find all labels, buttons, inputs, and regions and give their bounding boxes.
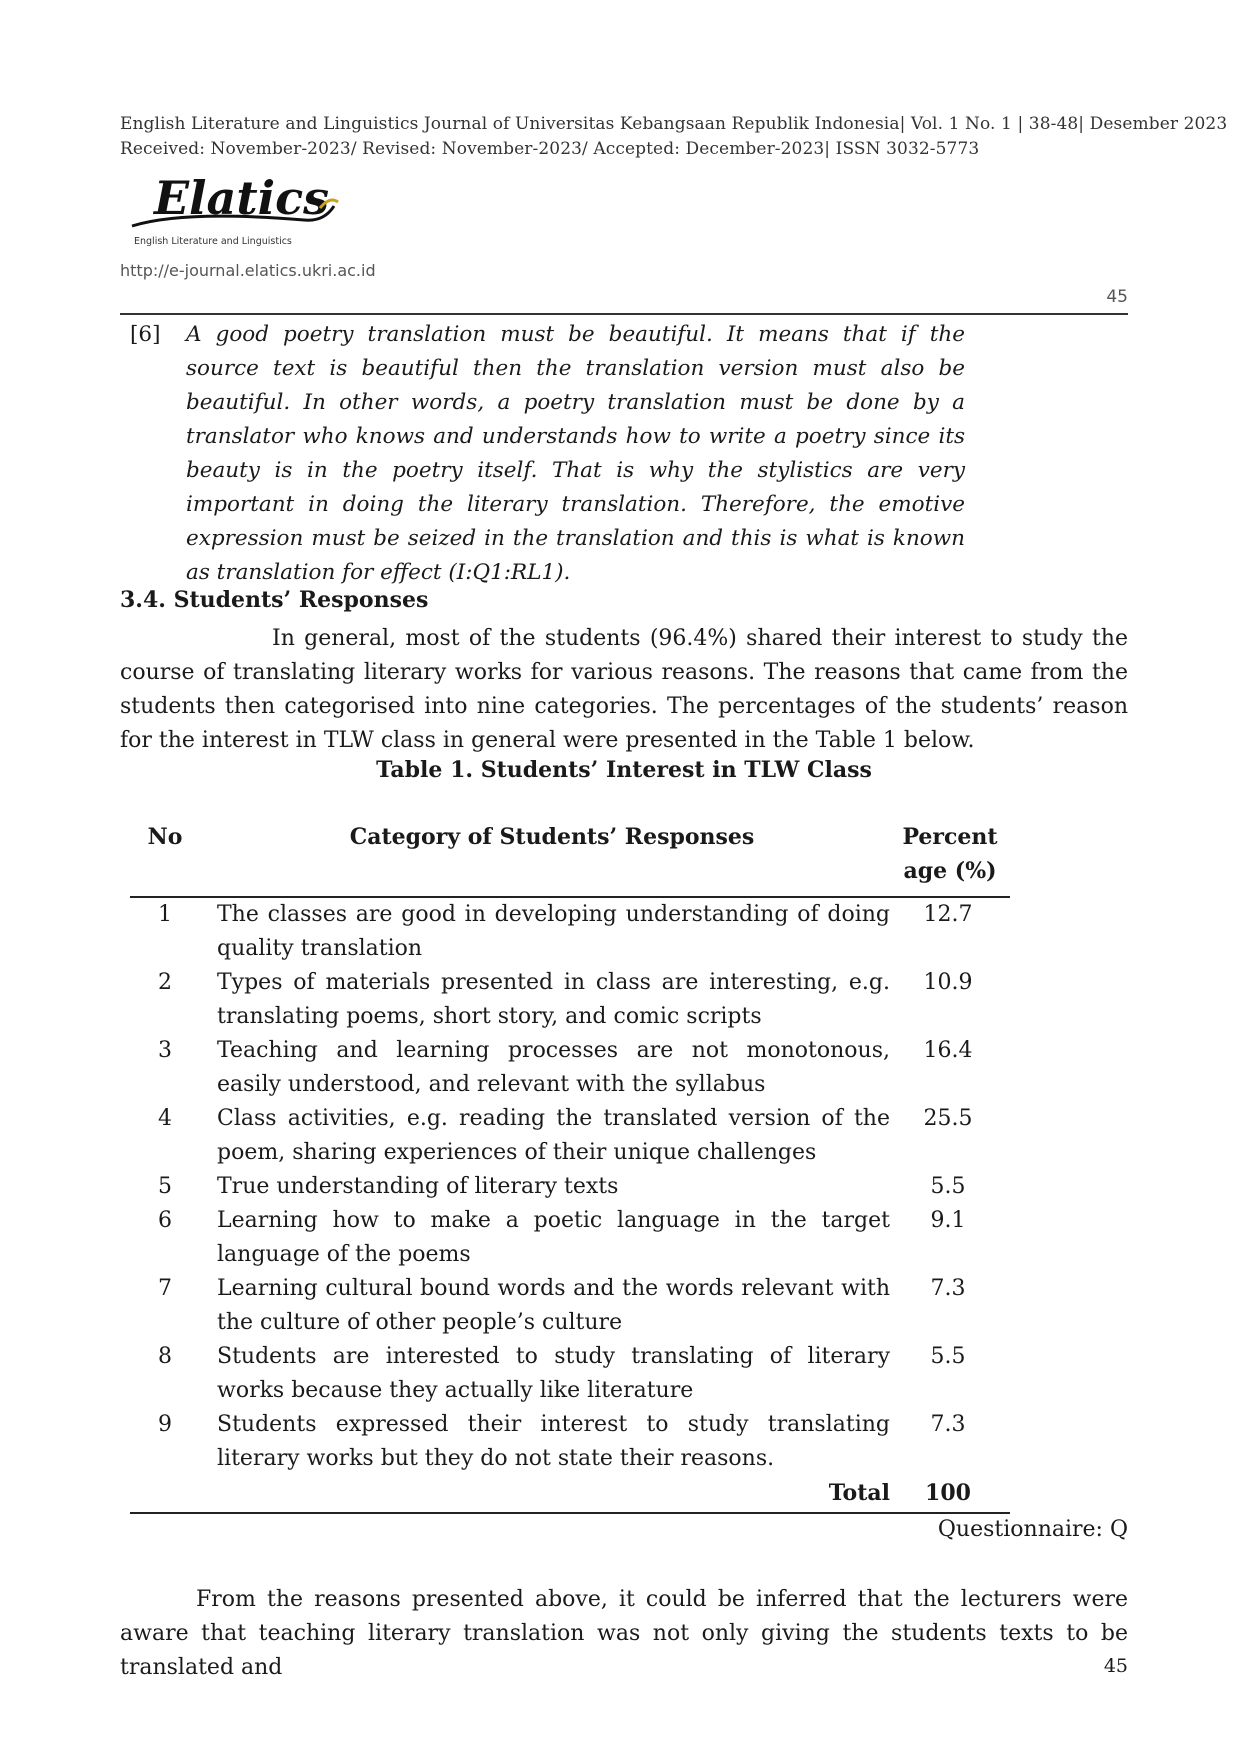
row-percent: 12.7 [923,902,973,927]
row-no: 3 [158,1038,172,1063]
total-label: Total [828,1480,890,1506]
logo-subtitle: English Literature and Linguistics [134,236,292,247]
row-category: Learning how to make a poetic language in the target language of the poems [217,1208,890,1267]
header-category: Category of Students’ Responses [349,824,755,850]
interest-table [130,820,1010,1514]
row-category: Teaching and learning processes are not monotonous, easily understood, and relevant with the syllabus [217,1038,890,1097]
row-no: 1 [158,902,172,927]
journal-logo [124,162,344,250]
table-row [130,966,1010,1034]
row-no: 8 [158,1344,172,1369]
closing-paragraph: From the reasons presented above, it could be inferred that the lecturers were aware that teaching literary translation was not only giving the students texts to be translated and [120,1587,1128,1680]
row-percent: 7.3 [930,1276,966,1301]
journal-url[interactable]: http://e-journal.elatics.ukri.ac.id [120,261,376,280]
table-source: Questionnaire: Q [937,1517,1128,1542]
table-row [130,1204,1010,1272]
row-category: True understanding of literary texts [217,1174,619,1199]
footer-page-number: 45 [1103,1655,1128,1677]
row-no: 7 [158,1276,172,1301]
header-no: No [147,824,183,850]
table-total-row [130,1476,1010,1512]
submission-dates-line: Received: November-2023/ Revised: November-2023/ Accepted: December-2023| ISSN 3032-5773 [120,139,980,159]
table-row [130,1340,1010,1408]
row-category: The classes are good in developing understanding of doing quality translation [217,902,890,961]
table-row [130,1102,1010,1170]
table-row [130,1170,1010,1204]
table-header-row [130,820,1010,896]
body-paragraph: In general, most of the students (96.4%) shared their interest to study the course of translating literary works for various reasons. The reasons that came from the students then categorised into nine categories. The percentages of the students’ reason for the interest in TLW class in general were presented in the Table 1 below. [120,626,1128,753]
row-percent: 5.5 [930,1174,966,1199]
section-heading: 3.4. Students’ Responses [120,587,429,613]
header-rule [120,313,1128,315]
row-percent: 16.4 [923,1038,973,1063]
table-bottom-rule [130,1512,1010,1514]
total-value: 100 [925,1480,971,1506]
table-caption: Table 1. Students’ Interest in TLW Class [376,757,872,783]
row-category: Learning cultural bound words and the words relevant with the culture of other people’s culture [217,1276,890,1335]
table-row [130,1272,1010,1340]
quote-text: A good poetry translation must be beautiful. It means that if the source text is beautiful then the translation version must also be beautiful. In other words, a poetry translation must be done by a translator who knows and understands how to write a poetry since its beauty is in the poetry itself. That is why the stylistics are very important in doing the literary translation. Therefore, the emotive expression must be seized in the translation and this is what is known as translation for effect (I:Q1:RL1). [186,322,965,585]
interview-quote [130,318,965,590]
logo-wordmark: Elatics [154,171,329,225]
header-percent-line1: Percent [902,824,998,850]
row-category: Students are interested to study translating of literary works because they actually like literature [217,1344,890,1403]
row-no: 2 [158,970,172,995]
row-category: Students expressed their interest to study translating literary works but they do not state their reasons. [217,1412,890,1471]
row-percent: 9.1 [930,1208,966,1233]
row-percent: 25.5 [923,1106,973,1131]
row-percent: 10.9 [923,970,973,995]
header-page-number: 45 [1106,287,1128,307]
table-row [130,898,1010,966]
header-percent-line2: age (%) [903,858,997,884]
row-no: 4 [158,1106,172,1131]
row-no: 5 [158,1174,172,1199]
row-no: 9 [158,1412,172,1437]
table-row [130,1034,1010,1102]
row-percent: 7.3 [930,1412,966,1437]
row-category: Class activities, e.g. reading the translated version of the poem, sharing experiences of their unique challenges [217,1106,890,1165]
table-row [130,1408,1010,1476]
row-percent: 5.5 [930,1344,966,1369]
quote-number: [6] [130,322,161,347]
row-no: 6 [158,1208,172,1233]
row-category: Types of materials presented in class are interesting, e.g. translating poems, short story, and comic scripts [217,970,890,1029]
header-percent [890,820,1010,888]
journal-info-line: English Literature and Linguistics Journal of Universitas Kebangsaan Republik Indonesia| Vol. 1 No. 1 | 38-48| Desember 2023 [120,114,1228,134]
